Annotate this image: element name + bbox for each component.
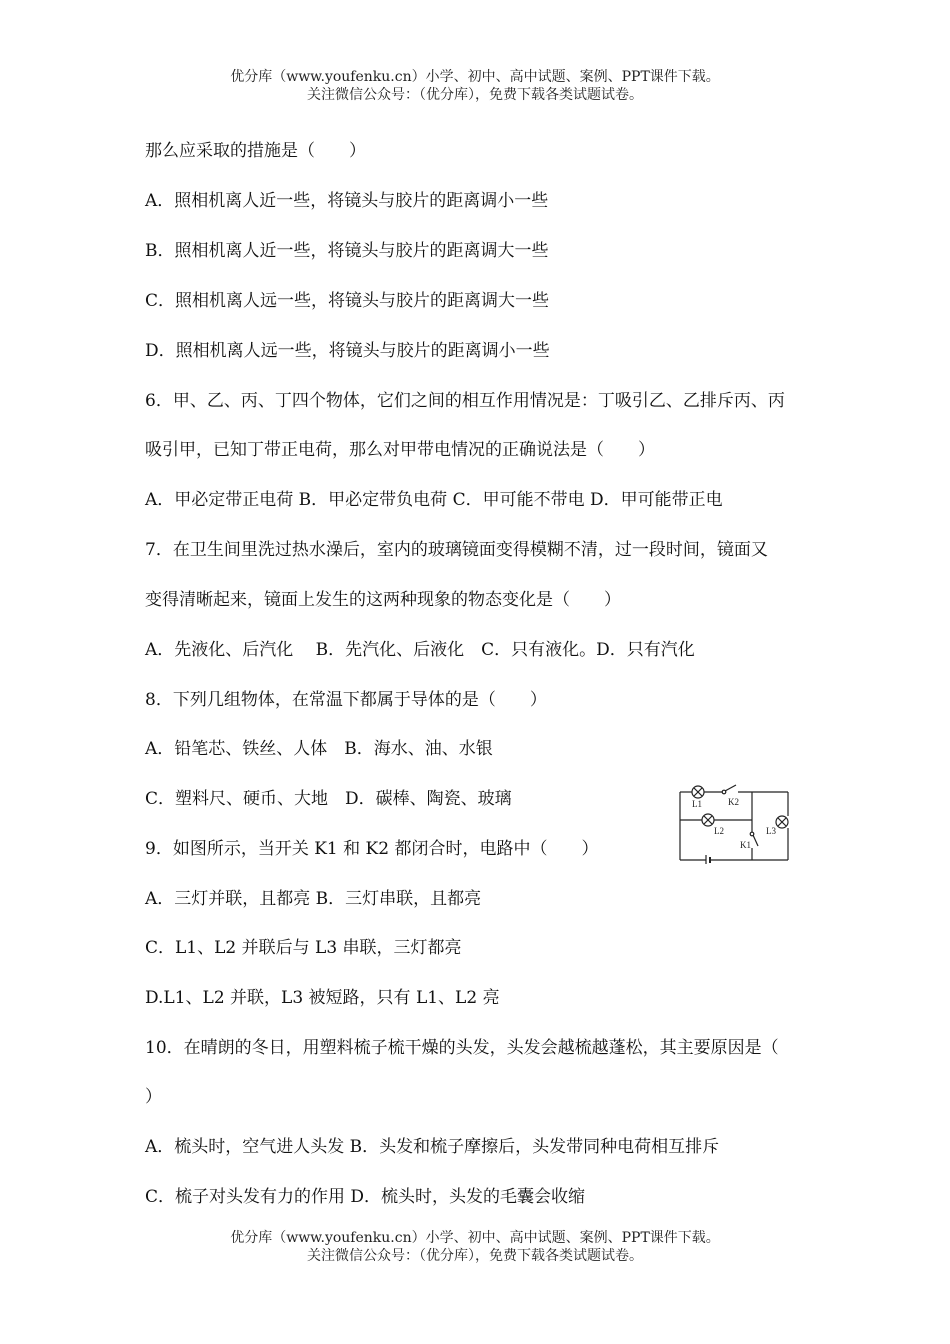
question-line: 9．如图所示，当开关 K1 和 K2 都闭合时，电路中（ ） — [145, 839, 599, 859]
question-line: ） — [145, 1087, 162, 1107]
option-line: B．照相机离人近一些，将镜头与胶片的距离调大一些 — [145, 241, 549, 261]
question-line: 10．在晴朗的冬日，用塑料梳子梳干燥的头发，头发会越梳越蓬松，其主要原因是（ — [145, 1038, 779, 1058]
header-line-2: 关注微信公众号：（优分库），免费下载各类试题试卷。 — [307, 87, 643, 103]
label-k2: K2 — [728, 797, 739, 807]
question-line: 那么应采取的措施是（ ） — [145, 141, 366, 161]
label-l3: L3 — [766, 826, 776, 836]
option-line: D.L1、L2 并联，L3 被短路，只有 L1、L2 亮 — [145, 988, 500, 1008]
option-line: C．梳子对头发有力的作用 D．梳头时，头发的毛囊会收缩 — [145, 1187, 586, 1207]
option-line: D．照相机离人远一些，将镜头与胶片的距离调小一些 — [145, 341, 550, 361]
option-line: C．照相机离人远一些，将镜头与胶片的距离调大一些 — [145, 291, 550, 311]
circuit-diagram — [678, 778, 790, 864]
switch-k2-icon — [725, 785, 736, 791]
question-line: 7．在卫生间里洗过热水澡后，室内的玻璃镜面变得模糊不清，过一段时间，镜面又 — [145, 540, 768, 560]
label-l1: L1 — [692, 799, 702, 809]
option-line: C．L1、L2 并联后与 L3 串联，三灯都亮 — [145, 938, 462, 958]
label-l2: L2 — [714, 826, 724, 836]
label-k1: K1 — [740, 840, 751, 850]
option-line: A．甲必定带正电荷 B．甲必定带负电荷 C．甲可能不带电 D．甲可能带正电 — [145, 490, 723, 510]
question-line: 变得清晰起来，镜面上发生的这两种现象的物态变化是（ ） — [145, 590, 621, 610]
question-line: 6．甲、乙、丙、丁四个物体，它们之间的相互作用情况是：丁吸引乙、乙排斥丙、丙 — [145, 391, 785, 411]
footer-line-1: 优分库（www.youfenku.cn）小学、初中、高中试题、案例、PPT课件下载。 — [230, 1230, 720, 1246]
option-line: A．先液化、后汽化 B．先汽化、后液化 C．只有液化。D．只有汽化 — [145, 640, 695, 660]
option-line: A．梳头时，空气进人头发 B．头发和梳子摩擦后，头发带同种电荷相互排斥 — [145, 1137, 720, 1157]
option-line: C．塑料尺、硬币、大地 D．碳棒、陶瓷、玻璃 — [145, 789, 512, 809]
switch-k1-icon — [753, 835, 758, 846]
footer-line-2: 关注微信公众号：（优分库），免费下载各类试题试卷。 — [307, 1248, 643, 1264]
option-line: A．照相机离人近一些，将镜头与胶片的距离调小一些 — [145, 191, 549, 211]
option-line: A．铅笔芯、铁丝、人体 B．海水、油、水银 — [145, 739, 493, 759]
header-line-1: 优分库（www.youfenku.cn）小学、初中、高中试题、案例、PPT课件下载。 — [230, 69, 720, 85]
question-line: 吸引甲，已知丁带正电荷，那么对甲带电情况的正确说法是（ ） — [145, 440, 655, 460]
option-line: A．三灯并联，且都亮 B．三灯串联，且都亮 — [145, 889, 482, 909]
question-line: 8．下列几组物体，在常温下都属于导体的是（ ） — [145, 690, 547, 710]
